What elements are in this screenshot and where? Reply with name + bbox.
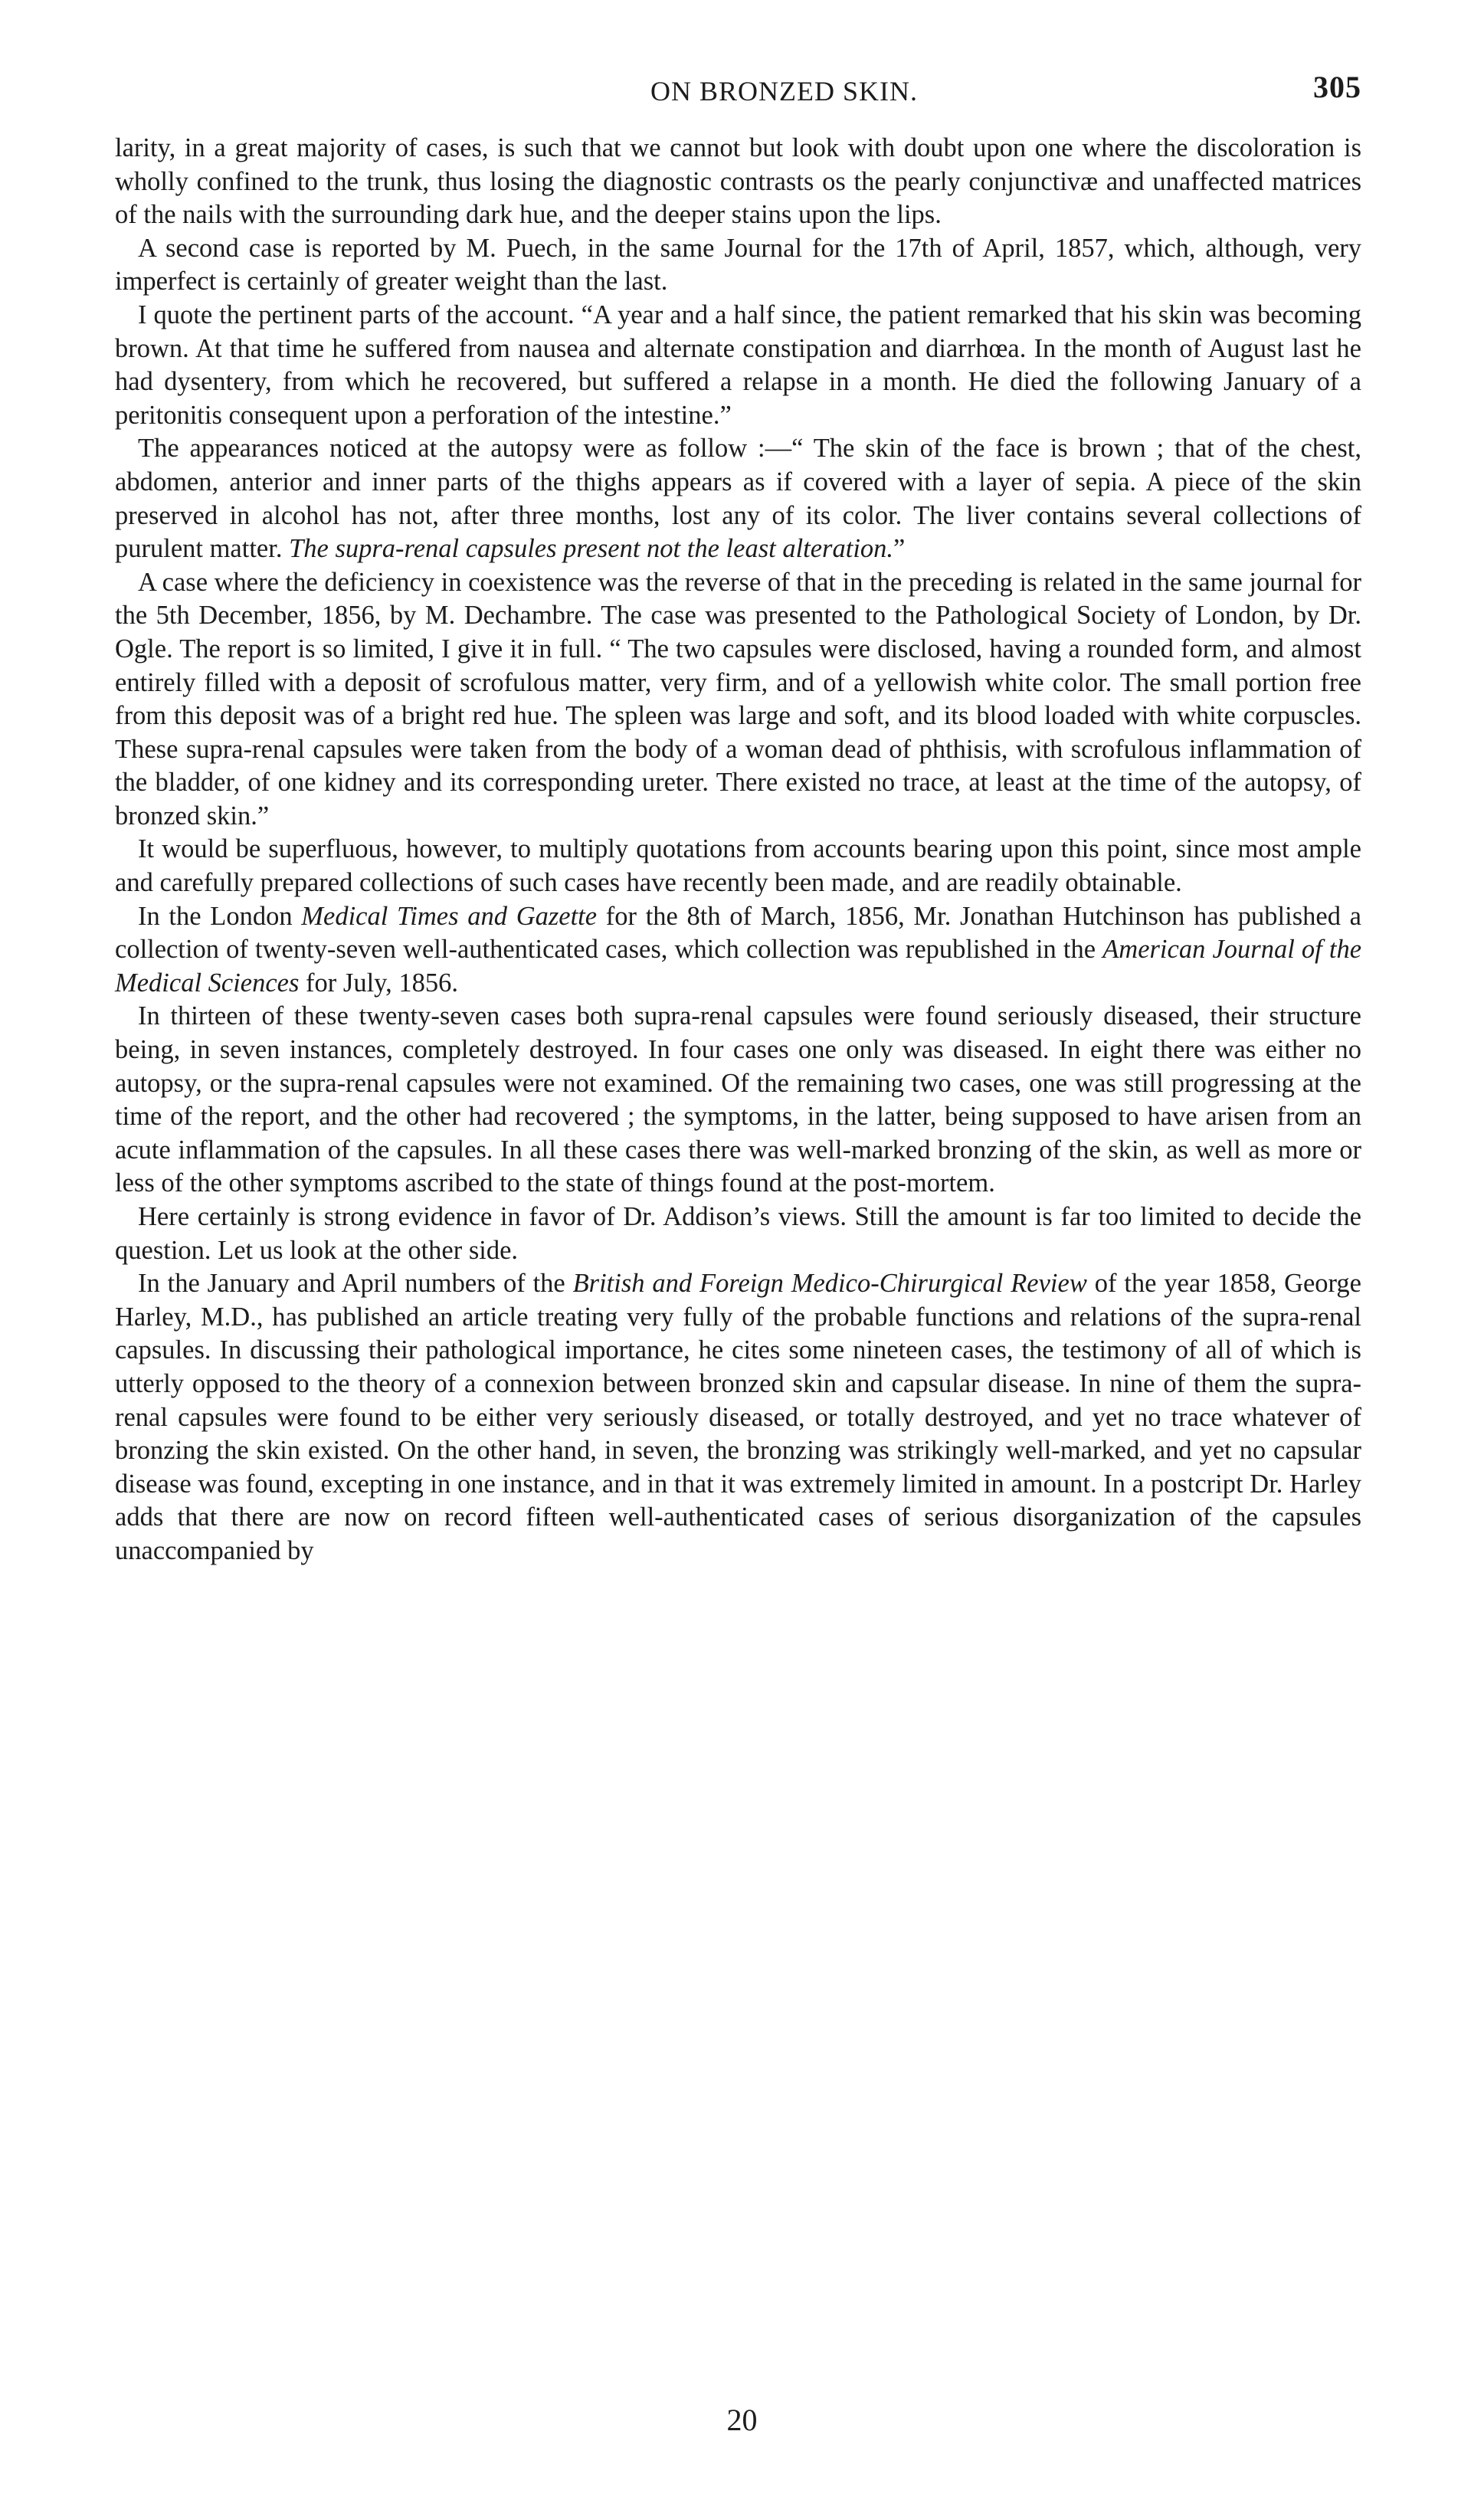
running-title: ON BRONZED SKIN. — [650, 76, 918, 106]
italic-text: British and Foreign Medico-Chirurgical Review — [572, 1269, 1087, 1299]
paragraph — [115, 132, 1361, 232]
paragraph — [115, 1267, 1361, 1568]
text-run: for the 8th of March, 1856, Mr. Jonathan Hutchinson has published a collection of twenty-seven well-authenticated cases, which collection was republished in the — [115, 901, 1361, 965]
running-head — [115, 69, 1361, 115]
text-run: A case where the deficiency in coexistence was the reverse of that in the preceding is related in the same journal for the 5th December, 1856, by M. Dechambre. The case was presented to the Pathological Society of London, by Dr. Ogle. The report is so limited, I give it in full. “ The two capsules were disclosed, having a rounded form, and almost entirely filled with a deposit of scrofulous matter, very firm, and of a yellowish white color. The small portion free from this deposit was of a bright red hue. The spleen was large and soft, and its blood loaded with white corpuscles. These supra-renal capsules were taken from the body of a woman dead of phthisis, with scrofulous inflammation of the bladder, of one kidney and its corresponding ureter. There existed no trace, at least at the time of the autopsy, of bronzed skin.” — [115, 567, 1361, 831]
paragraph — [115, 833, 1361, 899]
paragraph — [115, 232, 1361, 299]
text-run: A second case is reported by M. Puech, in the same Journal for the 17th of April, 1857, which, although, very imperfect is certainly of greater weight than the last. — [115, 233, 1361, 297]
text-run: In the London — [138, 901, 302, 931]
paragraph — [115, 566, 1361, 834]
text-run: It would be superfluous, however, to multiply quotations from accounts bearing upon this point, since most ample and carefully prepared collections of such cases have recently been made, and are readily obtainable. — [115, 834, 1361, 898]
paragraph — [115, 900, 1361, 1001]
text-run: In the January and April numbers of the — [138, 1269, 573, 1299]
text-run: of the year 1858, George Harley, M.D., has published an article treating very fully of the probable functions and relations of the supra-renal capsules. In discussing their pathological importance, he cites some nineteen cases, the testimony of all of which is utterly opposed to the theory of a connexion between bronzed skin and capsular disease. In nine of them the supra-renal capsules were found to be either very seriously diseased, or totally destroyed, and yet no trace whatever of bronzing the skin existed. On the other hand, in seven, the bronzing was strikingly well-marked, and yet no capsular disease was found, excepting in one instance, and in that it was extremely limited in amount. In a postcript Dr. Harley adds that there are now on record fifteen well-authenticated cases of serious disorganization of the capsules unaccompanied by — [115, 1269, 1361, 1565]
italic-text: The supra-renal capsules present not the least alteration. — [289, 534, 894, 564]
paragraph — [115, 299, 1361, 432]
text-run: for July, 1856. — [299, 968, 459, 998]
text-run: I quote the pertinent parts of the account. “A year and a half since, the patient remarked that his skin was becoming brown. At that time he suffered from nausea and alternate constipation and diarrhœa. In the month of August last he had dysentery, from which he recovered, but suffered a relapse in a month. He died the following January of a peritonitis consequent upon a perforation of the intestine.” — [115, 300, 1361, 430]
body-text — [115, 132, 1361, 1568]
page-number: 305 — [1313, 70, 1361, 104]
italic-text: Medical Times and Gazette — [301, 901, 598, 931]
paragraph — [115, 1201, 1361, 1267]
text-run: larity, in a great majority of cases, is such that we cannot but look with doubt upon one where the discoloration is wholly confined to the trunk, thus losing the diagnostic contrasts os the pearly conjunctivæ and unaffected matrices of the nails with the surrounding dark hue, and the deeper stains upon the lips. — [115, 133, 1361, 230]
text-run: The appearances noticed at the autopsy were as follow :—“ The skin of the face is brown ; that of the chest, abdomen, anterior and inner parts of the thighs appears as if covered with a layer of sepia. A piece of the skin preserved in alcohol has not, after three months, lost any of its color. The liver contains several collections of purulent matter. — [115, 434, 1361, 564]
signature-mark: 20 — [726, 2403, 758, 2437]
text-run: ” — [893, 534, 906, 564]
paragraph — [115, 1000, 1361, 1201]
text-run: In thirteen of these twenty-seven cases both supra-renal capsules were found seriously diseased, their structure being, in seven instances, completely destroyed. In four cases one only was diseased. In eight there was either no autopsy, or the supra-renal capsules were not examined. Of the remaining two cases, one was still progressing at the time of the report, and the other had recovered ; the symptoms, in the latter, being supposed to have arisen from an acute inflammation of the capsules. In all these cases there was well-marked bronzing of the skin, as well as more or less of the other symptoms ascribed to the state of things found at the post-mortem. — [115, 1001, 1361, 1198]
paragraph — [115, 432, 1361, 565]
text-run: Here certainly is strong evidence in favor of Dr. Addison’s views. Still the amount is far too limited to decide the question. Let us look at the other side. — [115, 1202, 1361, 1265]
italic-text: American Journal of the Medical Sciences — [115, 935, 1362, 998]
